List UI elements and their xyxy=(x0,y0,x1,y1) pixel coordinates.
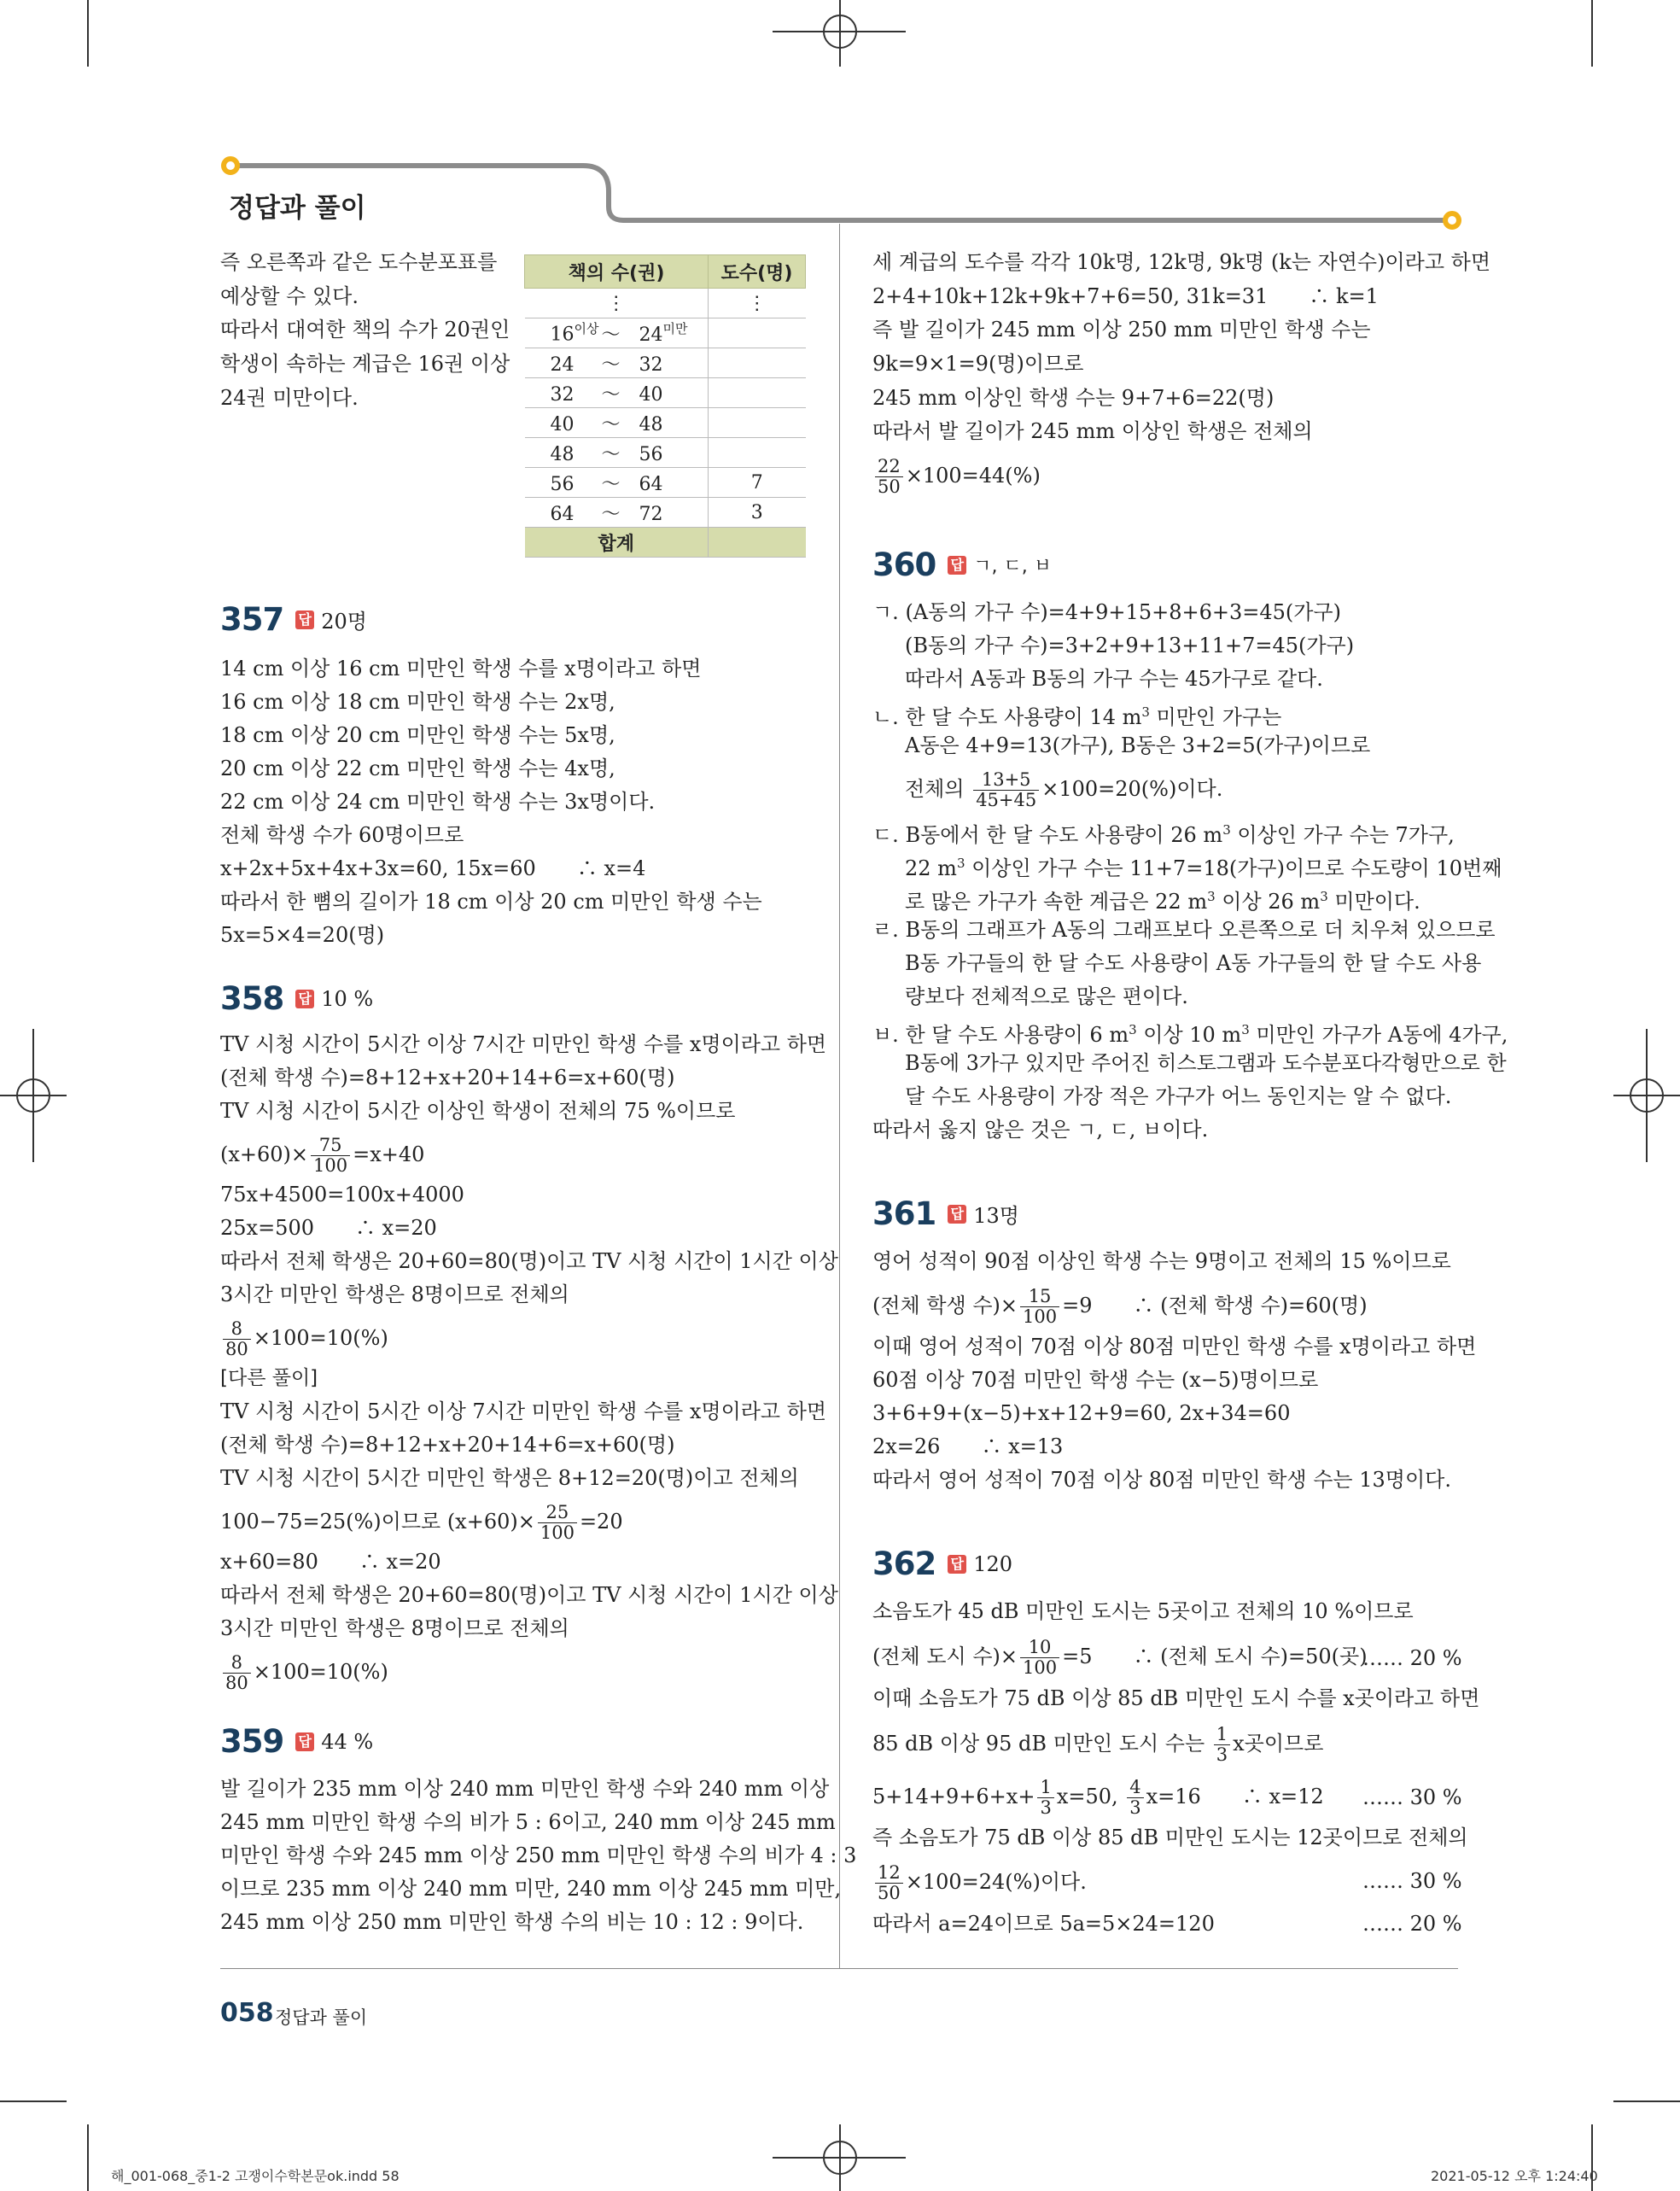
solution-line: 18 cm 이상 20 cm 미만인 학생 수는 5x명, xyxy=(220,723,615,747)
numerator: 22 xyxy=(875,457,903,477)
tilde: ～ xyxy=(601,383,621,406)
crop-mark xyxy=(1591,0,1593,67)
solution-line: 245 mm 이상인 학생 수는 9+7+6=22(명) xyxy=(872,386,1275,410)
expr-part: ×100=10(%) xyxy=(253,1660,388,1684)
header-dot-left xyxy=(221,156,240,175)
denominator: 80 xyxy=(225,1339,248,1359)
question-361-header xyxy=(872,1195,1019,1232)
solution-line: 따라서 전체 학생은 20+60=80(명)이고 TV 시청 시간이 1시간 이상 xyxy=(220,1249,838,1273)
solution-line xyxy=(872,1287,1368,1327)
expr-part: =x+40 xyxy=(353,1142,425,1166)
class-upper: 40 xyxy=(639,383,663,406)
solution-line: 따라서 한 뼘의 길이가 18 cm 이상 20 cm 미만인 학생 수는 xyxy=(220,890,762,914)
alt-solution-label: [다른 풀이] xyxy=(220,1367,318,1389)
table-row xyxy=(525,378,806,408)
solution-line: 245 mm 미만인 학생 수의 비가 5 : 6이고, 240 mm 이상 245 mm xyxy=(220,1810,836,1834)
solution-line: A동은 4+9=13(가구), B동은 3+2=5(가구)이므로 xyxy=(905,733,1371,757)
header-bar xyxy=(220,155,1467,232)
superscript: 3 xyxy=(1241,1022,1250,1037)
expr-part: 이상인 가구 수는 7가구, xyxy=(1230,823,1455,847)
denominator: 50 xyxy=(878,1883,901,1903)
table-cell-freq xyxy=(709,408,806,438)
table-row xyxy=(525,318,806,348)
table-header-freq: 도수(명) xyxy=(709,255,806,289)
class-lower: 16 xyxy=(550,324,575,346)
table-total-row xyxy=(525,528,806,558)
solution-line xyxy=(220,1319,388,1359)
solution-line: 이때 소음도가 75 dB 이상 85 dB 미만인 도시 수를 x곳이라고 하면 xyxy=(872,1686,1480,1710)
solution-line: x+2x+5x+4x+3x=60, 15x=60 ∴ x=4 xyxy=(220,856,646,880)
class-upper: 48 xyxy=(639,413,663,435)
answer-value: ㄱ, ㄷ, ㅂ xyxy=(973,556,1052,577)
table-cell-freq: 7 xyxy=(709,468,806,498)
answer-value: 44 % xyxy=(321,1729,374,1754)
table-cell-freq xyxy=(709,438,806,468)
numerator: 25 xyxy=(538,1503,577,1523)
numerator: 13+5 xyxy=(973,770,1039,791)
header-dot-right xyxy=(1443,211,1461,230)
tilde: ～ xyxy=(601,503,621,525)
denominator: 100 xyxy=(313,1155,348,1176)
print-slug-date: 2021-05-12 오후 1:24:40 xyxy=(1431,2168,1598,2184)
expr-part: ㄷ. B동에서 한 달 수도 사용량이 26 m xyxy=(872,823,1223,847)
expr-part: 미만이다. xyxy=(1327,890,1420,914)
solution-line: 달 수도 사용량이 가장 적은 가구가 어느 동인지는 알 수 없다. xyxy=(905,1084,1452,1108)
numerator: 1 xyxy=(1037,1778,1053,1798)
solution-line: (전체 학생 수)=8+12+x+20+14+6=x+60(명) xyxy=(220,1433,675,1457)
score-label: …… 20 % xyxy=(1362,1912,1462,1936)
expr-part: 5+14+9+6+x+ xyxy=(872,1785,1035,1808)
denominator: 50 xyxy=(878,476,901,497)
solution-line: 즉 발 길이가 245 mm 이상 250 mm 미만인 학생 수는 xyxy=(872,318,1371,342)
answer-value: 20명 xyxy=(321,610,367,634)
question-number: 357 xyxy=(220,601,284,638)
class-lower: 32 xyxy=(550,383,575,406)
question-number: 359 xyxy=(220,1723,284,1760)
class-upper: 56 xyxy=(639,443,663,465)
solution-line: 16 cm 이상 18 cm 미만인 학생 수는 2x명, xyxy=(220,690,615,714)
tilde: ～ xyxy=(601,324,621,346)
table-cell xyxy=(525,348,709,378)
expr-part: 이상 10 m xyxy=(1136,1023,1242,1047)
question-number: 358 xyxy=(220,980,284,1017)
solution-line: 이때 영어 성적이 70점 이상 80점 미만인 학생 수를 x명이라고 하면 xyxy=(872,1335,1477,1358)
solution-line: 미만인 학생 수와 245 mm 이상 250 mm 미만인 학생 수의 비가 4 : 3 xyxy=(220,1843,857,1867)
class-lower: 24 xyxy=(550,353,575,376)
solution-line: 20 cm 이상 22 cm 미만인 학생 수는 4x명, xyxy=(220,757,615,780)
solution-line: TV 시청 시간이 5시간 미만인 학생은 8+12=20(명)이고 전체의 xyxy=(220,1466,799,1490)
solution-line: 따라서 발 길이가 245 mm 이상인 학생은 전체의 xyxy=(872,419,1313,443)
solution-line: 5x=5×4=20(명) xyxy=(220,923,385,947)
answer-value: 10 % xyxy=(321,986,374,1011)
score-label: …… 20 % xyxy=(1362,1646,1462,1670)
score-label: …… 30 % xyxy=(1362,1785,1462,1809)
solution-line: 22 cm 이상 24 cm 미만인 학생 수는 3x명이다. xyxy=(220,790,656,814)
superscript: 3 xyxy=(1129,1022,1137,1037)
solution-line: 영어 성적이 90점 이상인 학생 수는 9명이고 전체의 15 %이므로 xyxy=(872,1249,1451,1273)
fraction xyxy=(1127,1778,1143,1818)
expr-part: ×100=24(%)이다. xyxy=(905,1870,1087,1894)
fraction xyxy=(875,457,903,497)
print-slug-file: 해_001-068_중1-2 고쟁이수학본문ok.indd 58 xyxy=(111,2168,400,2184)
fraction xyxy=(223,1319,251,1359)
fraction xyxy=(1214,1725,1230,1765)
expr-part: ㄴ. 한 달 수도 사용량이 14 m xyxy=(872,705,1142,729)
solution-line: 따라서 a=24이므로 5a=5×24=120 xyxy=(872,1912,1215,1936)
solution-line: 75x+4500=100x+4000 xyxy=(220,1183,464,1207)
tilde: ～ xyxy=(601,413,621,435)
solution-line xyxy=(220,1136,424,1176)
solution-line: 따라서 영어 성적이 70점 이상 80점 미만인 학생 수는 13명이다. xyxy=(872,1468,1451,1492)
expr-part: 로 많은 가구가 속한 계급은 22 m xyxy=(905,890,1208,914)
solution-line xyxy=(905,882,1420,916)
numerator: 4 xyxy=(1127,1778,1143,1798)
fraction xyxy=(875,1863,903,1903)
solution-line xyxy=(220,1653,388,1693)
table-cell xyxy=(525,438,709,468)
registration-circle xyxy=(16,1078,50,1113)
solution-line: TV 시청 시간이 5시간 이상 7시간 미만인 학생 수를 x명이라고 하면 xyxy=(220,1032,827,1056)
question-357-header xyxy=(220,601,367,638)
solution-line: 3+6+9+(x−5)+x+12+9=60, 2x+34=60 xyxy=(872,1401,1291,1425)
table-cell-freq xyxy=(709,318,806,348)
solution-line: 245 mm 이상 250 mm 미만인 학생 수의 비는 10 : 12 : 9이다. xyxy=(220,1910,804,1934)
expr-part: ×100=10(%) xyxy=(253,1326,388,1350)
expr-part: x곳이므로 xyxy=(1233,1732,1324,1756)
expr-part: 이상인 가구 수는 11+7=18(가구)이므로 수도량이 10번째 xyxy=(965,856,1502,880)
question-number: 362 xyxy=(872,1545,936,1582)
table-header-books: 책의 수(권) xyxy=(525,255,709,289)
answer-badge: 답 xyxy=(948,1205,966,1224)
solution-line: 9k=9×1=9(명)이므로 xyxy=(872,352,1084,376)
expr-part: ㅂ. 한 달 수도 사용량이 6 m xyxy=(872,1023,1129,1047)
denominator: 100 xyxy=(540,1522,575,1543)
solution-line: 량보다 전체적으로 많은 편이다. xyxy=(905,984,1188,1008)
solution-line xyxy=(872,1778,1324,1818)
solution-line: 따라서 전체 학생은 20+60=80(명)이고 TV 시청 시간이 1시간 이상 xyxy=(220,1583,838,1607)
answer-badge: 답 xyxy=(295,990,314,1008)
expr-part: 100−75=25(%)이므로 (x+60)× xyxy=(220,1510,535,1534)
solution-line xyxy=(872,1863,1087,1903)
answer-value: 120 xyxy=(973,1551,1013,1576)
solution-line xyxy=(220,1503,623,1543)
table-cell xyxy=(525,318,709,348)
numerator: 1 xyxy=(1214,1725,1230,1745)
question-362-header xyxy=(872,1545,1012,1582)
solution-line xyxy=(872,698,1281,732)
solution-line: 2+4+10k+12k+9k+7+6=50, 31k=31 ∴ k=1 xyxy=(872,284,1379,308)
fraction xyxy=(223,1653,251,1693)
superscript: 3 xyxy=(1320,889,1328,904)
table-cell-freq xyxy=(709,378,806,408)
intro-line: 따라서 대여한 책의 수가 20권인 xyxy=(220,318,510,342)
denominator: 3 xyxy=(1216,1744,1228,1765)
solution-line: 따라서 옳지 않은 것은 ㄱ, ㄷ, ㅂ이다. xyxy=(872,1118,1209,1142)
fraction xyxy=(311,1136,350,1176)
class-lower: 40 xyxy=(550,413,575,435)
table-cell xyxy=(525,498,709,528)
table-cell-freq: 3 xyxy=(709,498,806,528)
tilde: ～ xyxy=(601,473,621,495)
crop-mark xyxy=(87,2124,89,2191)
intro-line: 학생이 속하는 계급은 16권 이상 xyxy=(220,352,510,376)
fraction xyxy=(1020,1287,1059,1327)
expr-part: 85 dB 이상 95 dB 미만인 도시 수는 xyxy=(872,1732,1211,1756)
solution-line xyxy=(905,770,1222,810)
table-cell-freq xyxy=(709,348,806,378)
intro-line: 즉 오른쪽과 같은 도수분포표를 xyxy=(220,250,498,274)
expr-part: (전체 학생 수)× xyxy=(872,1294,1018,1318)
superscript: 3 xyxy=(1207,889,1216,904)
table-cell xyxy=(525,378,709,408)
answer-value: 13명 xyxy=(973,1204,1019,1228)
solution-line: (B동의 가구 수)=3+2+9+13+11+7=45(가구) xyxy=(905,634,1355,657)
bottom-rule xyxy=(220,1968,1458,1969)
crop-mark xyxy=(87,0,89,67)
table-cell xyxy=(525,408,709,438)
solution-line: 따라서 A동과 B동의 가구 수는 45가구로 같다. xyxy=(905,667,1323,691)
denominator: 80 xyxy=(225,1673,248,1693)
solution-line xyxy=(872,1725,1323,1765)
fraction xyxy=(1020,1638,1059,1678)
question-number: 360 xyxy=(872,546,936,583)
numerator: 8 xyxy=(223,1319,251,1340)
expr-part: =5 ∴ (전체 도시 수)=50(곳) xyxy=(1062,1645,1368,1668)
denominator: 45+45 xyxy=(976,790,1037,810)
expr-part: 미만인 가구가 A동에 4가구, xyxy=(1249,1023,1508,1047)
expr-part: x=50, xyxy=(1056,1785,1125,1808)
solution-line: TV 시청 시간이 5시간 이상 7시간 미만인 학생 수를 x명이라고 하면 xyxy=(220,1399,827,1423)
numerator: 15 xyxy=(1020,1287,1059,1307)
solution-line xyxy=(872,1015,1508,1049)
expr-part: ×100=20(%)이다. xyxy=(1041,777,1223,801)
intro-line: 24권 미만이다. xyxy=(220,386,359,410)
registration-circle xyxy=(823,2141,857,2175)
solution-line: 전체 학생 수가 60명이므로 xyxy=(220,823,464,847)
expr-part: ×100=44(%) xyxy=(905,464,1041,488)
tilde: ～ xyxy=(601,353,621,376)
fraction xyxy=(973,770,1039,810)
numerator: 75 xyxy=(311,1136,350,1156)
answer-badge: 답 xyxy=(295,611,314,629)
question-359-header xyxy=(220,1723,373,1760)
table-row xyxy=(525,289,806,318)
crop-mark xyxy=(0,2100,67,2102)
class-lower-note: 이상 xyxy=(574,321,599,337)
solution-line: B동 가구들의 한 달 수도 사용량이 A동 가구들의 한 달 수도 사용 xyxy=(905,951,1482,975)
solution-line xyxy=(872,815,1455,850)
answer-badge: 답 xyxy=(948,556,966,575)
solution-line xyxy=(905,849,1502,883)
frequency-table xyxy=(524,254,806,558)
solution-line xyxy=(872,457,1041,497)
expr-part: =9 ∴ (전체 학생 수)=60(명) xyxy=(1062,1294,1368,1318)
denominator: 100 xyxy=(1023,1306,1058,1327)
question-360-header xyxy=(872,546,1052,583)
answer-badge: 답 xyxy=(295,1732,314,1751)
table-cell: ⋮ xyxy=(709,289,806,318)
registration-circle xyxy=(1630,1078,1664,1113)
superscript: 3 xyxy=(1141,704,1150,720)
denominator: 3 xyxy=(1040,1797,1052,1818)
solution-line: B동에 3가구 있지만 주어진 히스토그램과 도수분포다각형만으로 한 xyxy=(905,1051,1507,1075)
score-label: …… 30 % xyxy=(1362,1869,1462,1893)
solution-line: x+60=80 ∴ x=20 xyxy=(220,1550,441,1574)
intro-line: 예상할 수 있다. xyxy=(220,284,359,308)
solution-line xyxy=(872,1638,1368,1678)
class-lower: 64 xyxy=(550,503,575,525)
table-cell: ⋮ xyxy=(525,289,709,318)
solution-line: 3시간 미만인 학생은 8명이므로 전체의 xyxy=(220,1616,569,1640)
page-number: 058 xyxy=(220,1998,274,2028)
denominator: 100 xyxy=(1023,1657,1058,1678)
table-cell xyxy=(525,468,709,498)
solution-line: 25x=500 ∴ x=20 xyxy=(220,1216,437,1240)
solution-line: (전체 학생 수)=8+12+x+20+14+6=x+60(명) xyxy=(220,1066,675,1090)
class-lower: 48 xyxy=(550,443,575,465)
question-358-header xyxy=(220,980,373,1017)
class-upper: 72 xyxy=(639,503,663,525)
expr-part: x=16 ∴ x=12 xyxy=(1146,1785,1324,1808)
solution-line: 즉 소음도가 75 dB 이상 85 dB 미만인 도시는 12곳이므로 전체의 xyxy=(872,1826,1468,1849)
class-lower: 56 xyxy=(550,473,575,495)
expr-part: 미만인 가구는 xyxy=(1149,705,1282,729)
solution-line: 소음도가 45 dB 미만인 도시는 5곳이고 전체의 10 %이므로 xyxy=(872,1599,1414,1623)
fraction xyxy=(538,1503,577,1543)
solution-line: 2x=26 ∴ x=13 xyxy=(872,1434,1064,1458)
table-row xyxy=(525,408,806,438)
numerator: 10 xyxy=(1020,1638,1059,1658)
expr-part: (x+60)× xyxy=(220,1142,309,1166)
solution-line: 3시간 미만인 학생은 8명이므로 전체의 xyxy=(220,1282,569,1306)
superscript: 3 xyxy=(1222,822,1231,838)
table-row xyxy=(525,348,806,378)
table-total-value xyxy=(709,528,806,558)
table-total-label: 합계 xyxy=(525,528,709,558)
table-row xyxy=(525,498,806,528)
superscript: 3 xyxy=(956,856,965,871)
solution-line: TV 시청 시간이 5시간 이상인 학생이 전체의 75 %이므로 xyxy=(220,1099,736,1123)
expr-part: =20 xyxy=(579,1510,623,1534)
expr-part: (전체 도시 수)× xyxy=(872,1645,1018,1668)
question-number: 361 xyxy=(872,1195,936,1232)
expr-part: 전체의 xyxy=(905,777,971,801)
footer-label: 정답과 풀이 xyxy=(275,2007,368,2028)
class-upper: 24 xyxy=(639,324,663,346)
solution-line: ㄱ. (A동의 가구 수)=4+9+15+8+6+3=45(가구) xyxy=(872,600,1341,624)
tilde: ～ xyxy=(601,443,621,465)
expr-part: 이상 26 m xyxy=(1215,890,1321,914)
solution-line: 60점 이상 70점 미만인 학생 수는 (x−5)명이므로 xyxy=(872,1368,1319,1392)
class-upper-note: 미만 xyxy=(662,321,688,337)
answer-badge: 답 xyxy=(948,1555,966,1574)
class-upper: 32 xyxy=(639,353,663,376)
numerator: 12 xyxy=(875,1863,903,1884)
solution-line: 발 길이가 235 mm 이상 240 mm 미만인 학생 수와 240 mm 이상 xyxy=(220,1777,830,1801)
solution-line: ㄹ. B동의 그래프가 A동의 그래프보다 오른쪽으로 더 치우쳐 있으므로 xyxy=(872,918,1496,942)
table-row xyxy=(525,438,806,468)
solution-line: 세 계급의 도수를 각각 10k명, 12k명, 9k명 (k는 자연수)이라고 하면 xyxy=(872,250,1491,274)
numerator: 8 xyxy=(223,1653,251,1674)
denominator: 3 xyxy=(1129,1797,1141,1818)
class-upper: 64 xyxy=(639,473,663,495)
column-divider xyxy=(839,224,840,1968)
solution-line: 이므로 235 mm 이상 240 mm 미만, 240 mm 이상 245 mm 미만, xyxy=(220,1877,842,1901)
registration-circle xyxy=(823,15,857,49)
expr-part: 22 m xyxy=(905,856,957,880)
page-header-title: 정답과 풀이 xyxy=(229,193,366,224)
solution-line: 14 cm 이상 16 cm 미만인 학생 수를 x명이라고 하면 xyxy=(220,657,702,681)
fraction xyxy=(1037,1778,1053,1818)
crop-mark xyxy=(1613,2100,1680,2102)
table-row xyxy=(525,468,806,498)
